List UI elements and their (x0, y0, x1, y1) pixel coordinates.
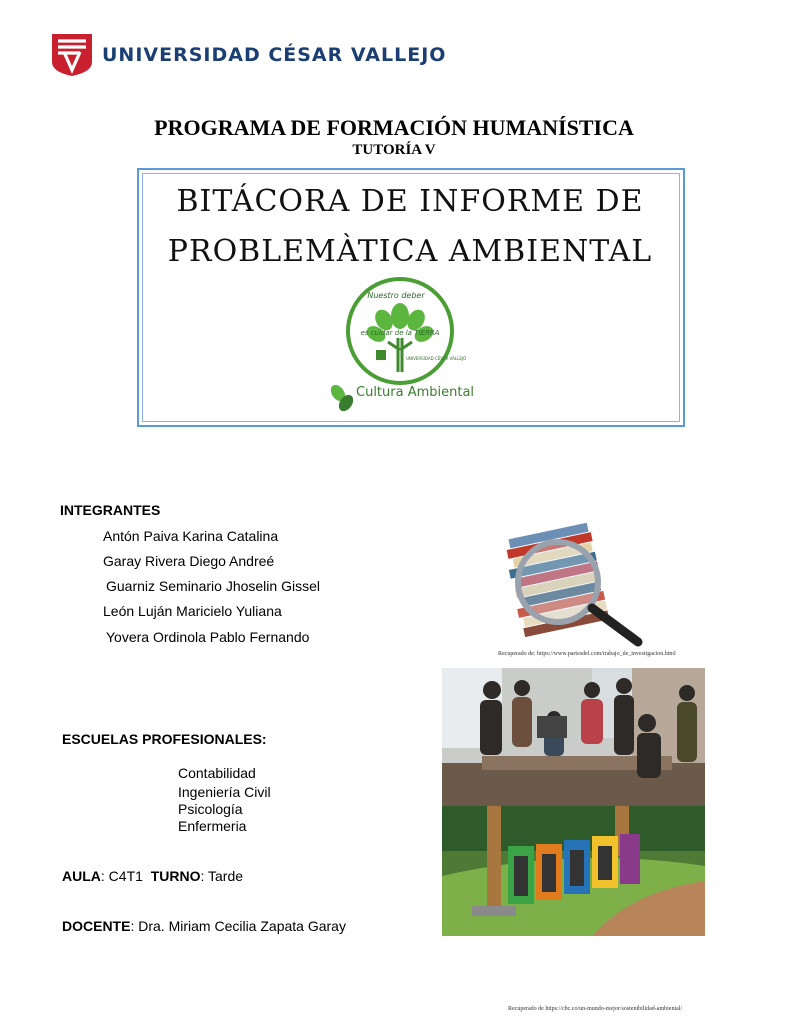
member-name: León Luján Maricielo Yuliana (103, 603, 282, 619)
member-name: Yovera Ordinola Pablo Fernando (106, 629, 310, 645)
school-item: Ingeniería Civil (178, 784, 271, 800)
school-item: Enfermeria (178, 818, 247, 834)
integrantes-heading: INTEGRANTES (60, 502, 161, 518)
docente-label: DOCENTE (62, 918, 131, 934)
books-magnifier-image (488, 520, 653, 648)
program-title: PROGRAMA DE FORMACIÓN HUMANÍSTICA (154, 115, 634, 140)
emblem-text-mid: es cuidar de la TIERRA (360, 329, 440, 337)
turno-label: TURNO (150, 868, 201, 884)
team-meeting-image (442, 668, 705, 806)
recycling-park-image (442, 806, 705, 936)
emblem-text-small: UNIVERSIDAD CÉSAR VALLEJO (406, 356, 467, 361)
docente-line (62, 918, 346, 934)
image-caption-books: Recuperado de: https://www.partesdel.com/trabajo_de_investigacion.html (498, 651, 676, 657)
aula-turno-line (62, 868, 243, 884)
image-caption-park: Recuperado de https://cbc.co/un-mundo-mejor/sostenibilidad-ambiental/ (508, 1006, 683, 1012)
school-item: Contabilidad (178, 765, 256, 781)
school-item: Psicología (178, 801, 243, 817)
member-name: Garay Rivera Diego Andreé (103, 553, 275, 569)
aula-value: : C4T1 (100, 868, 143, 884)
leaf-icon (328, 383, 354, 413)
member-name: Antón Paiva Karina Catalina (103, 528, 279, 544)
tutoria-subtitle: TUTORÍA V (352, 142, 436, 158)
university-logo-icon (50, 32, 94, 76)
emblem-text-top: Nuestro deber (367, 291, 425, 300)
cultura-ambiental-label: Cultura Ambiental (356, 385, 475, 400)
document-title-line2: PROBLEMÀTICA AMBIENTAL (167, 234, 653, 269)
escuelas-heading: ESCUELAS PROFESIONALES: (62, 731, 267, 747)
aula-label: AULA (62, 868, 101, 884)
university-name: UNIVERSIDAD CÉSAR VALLEJO (102, 44, 447, 66)
environment-emblem (340, 276, 467, 386)
turno-value: : Tarde (200, 868, 244, 884)
member-name: Guarniz Seminario Jhoselin Gissel (106, 578, 320, 594)
document-title-line1: BITÁCORA DE INFORME DE (176, 184, 644, 219)
docente-value: : Dra. Miriam Cecilia Zapata Garay (130, 918, 346, 934)
